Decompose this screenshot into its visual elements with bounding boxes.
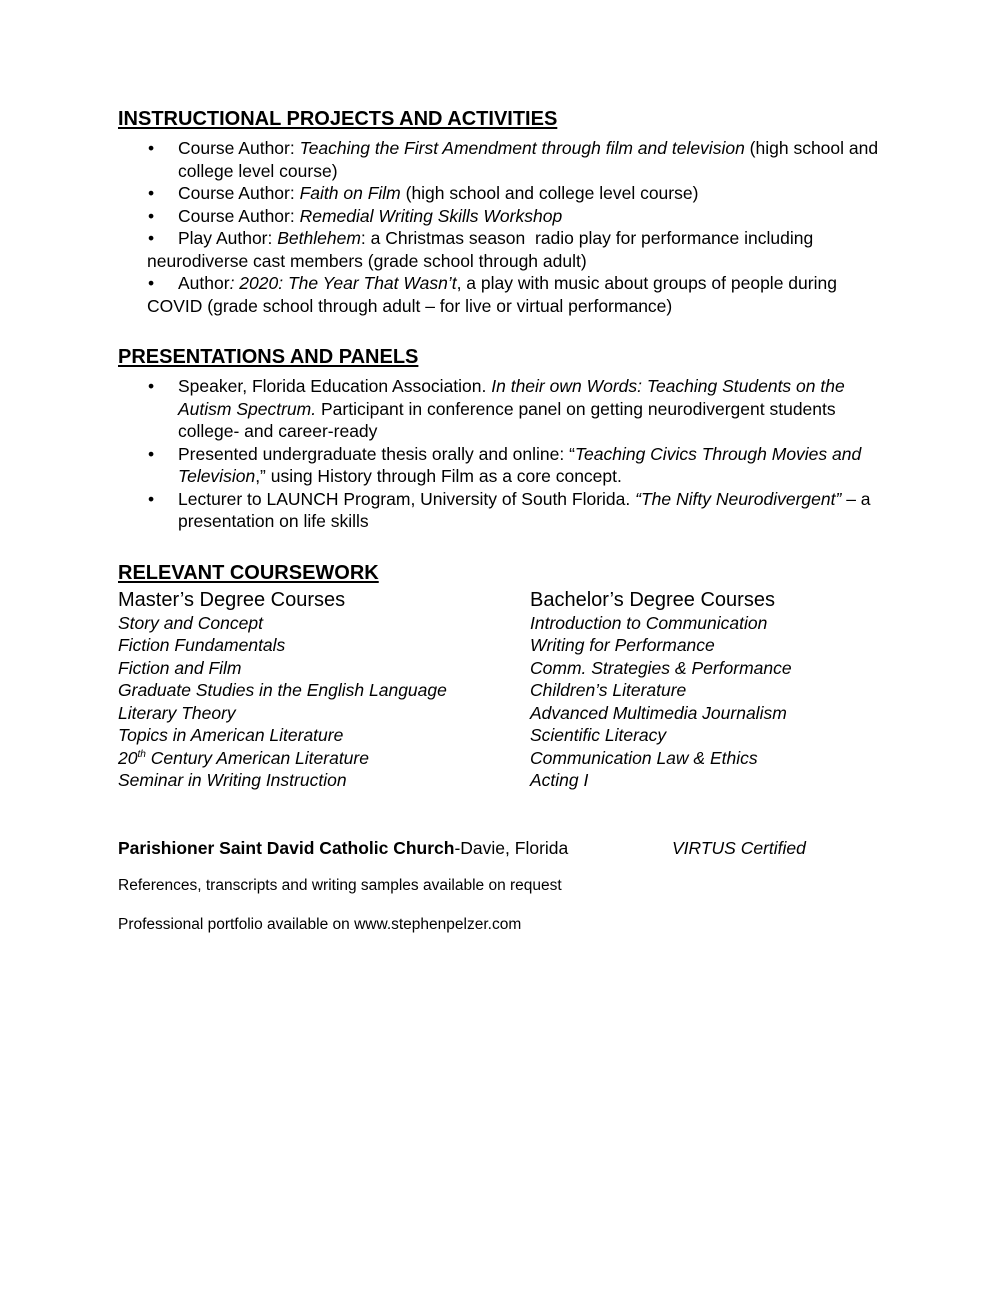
course-item: Story and Concept <box>118 612 263 633</box>
footer <box>118 837 892 935</box>
bachelors-column-header: Bachelor’s Degree Courses <box>530 588 775 611</box>
bullet-item <box>118 443 892 488</box>
bullet-item <box>118 488 892 533</box>
bachelors-courses-column <box>530 588 892 792</box>
section-relevant-coursework <box>118 562 892 792</box>
references-note: References, transcripts and writing samples available on request <box>118 877 562 894</box>
course-text: Century American Literature <box>145 747 369 768</box>
course-item: Communication Law & Ethics <box>530 747 758 768</box>
course-item: Topics in American Literature <box>118 725 344 745</box>
portfolio-note: Professional portfolio available on www.stephenpelzer.com <box>118 916 522 933</box>
bullet-text: Play Author: Bethlehem: a Christmas season radio play for performance including neurodiverse cast members (grade school through adult) <box>147 228 819 271</box>
section-title-instructional-projects: INSTRUCTIONAL PROJECTS AND ACTIVITIES <box>118 108 558 130</box>
masters-column-header: Master’s Degree Courses <box>118 588 346 611</box>
virtus-certified-label: VIRTUS Certified <box>672 837 806 858</box>
section-title-relevant-coursework: RELEVANT COURSEWORK <box>118 561 379 584</box>
bullet-icon: • <box>148 228 155 248</box>
bullet-icon: • <box>148 376 155 396</box>
course-item: Acting I <box>530 770 589 790</box>
bullet-icon: • <box>148 488 155 509</box>
ordinal-superscript: th <box>137 748 146 760</box>
presentations-bullet-list <box>118 375 892 533</box>
bullet-icon: • <box>148 273 155 293</box>
coursework-columns <box>118 588 892 792</box>
bullet-icon: • <box>148 443 155 464</box>
bullet-icon: • <box>148 205 155 226</box>
bullet-item <box>118 182 892 205</box>
course-item: Scientific Literacy <box>530 725 667 745</box>
course-item: Children’s Literature <box>530 680 687 700</box>
parishioner-location: -Davie, Florida <box>454 837 569 858</box>
bullet-text: Author: 2020: The Year That Wasn’t, a play with music about groups of people during COVID (grade school through adult – for live or virtual performance) <box>147 273 842 316</box>
course-text: 20 <box>118 747 138 768</box>
course-item: Introduction to Communication <box>530 612 768 633</box>
bullet-text: Speaker, Florida Education Association. In their own Words: Teaching Students on the Autism Spectrum. Participant in conference panel on getting neurodivergent students college- and career-ready <box>178 376 849 441</box>
section-instructional-projects <box>118 108 892 317</box>
parishioner-line <box>118 837 892 860</box>
bullet-item <box>118 272 892 317</box>
bullet-text: Course Author: Remedial Writing Skills Workshop <box>178 205 563 226</box>
bullet-text: Presented undergraduate thesis orally and online: “Teaching Civics Through Movies and Television,” using History through Film as a core concept. <box>178 443 867 486</box>
course-item: Fiction and Film <box>118 657 242 678</box>
instructional-bullet-list <box>118 137 892 317</box>
section-title-presentations-panels: PRESENTATIONS AND PANELS <box>118 346 419 368</box>
section-presentations-panels <box>118 346 892 533</box>
bullet-item <box>118 205 892 228</box>
course-item: Seminar in Writing Instruction <box>118 770 347 790</box>
bullet-item <box>118 375 892 443</box>
course-item: Advanced Multimedia Journalism <box>530 702 787 723</box>
bullet-text: Course Author: Faith on Film (high school and college level course) <box>178 183 699 203</box>
course-item: Fiction Fundamentals <box>118 635 286 655</box>
course-item <box>118 747 530 770</box>
bullet-icon: • <box>148 183 155 203</box>
masters-courses-column <box>118 588 530 792</box>
bullet-icon: • <box>148 138 155 158</box>
course-item: Graduate Studies in the English Language <box>118 680 447 700</box>
parishioner-church-bold: Parishioner Saint David Catholic Church <box>118 837 455 858</box>
bullet-item <box>118 137 892 182</box>
bullet-text: Lecturer to LAUNCH Program, University of South Florida. “The Nifty Neurodivergent” – a presentation on life skills <box>178 488 876 531</box>
course-item: Comm. Strategies & Performance <box>530 657 792 678</box>
course-item: Literary Theory <box>118 702 236 723</box>
bullet-text: Course Author: Teaching the First Amendment through film and television (high school and college level course) <box>178 138 883 181</box>
course-item: Writing for Performance <box>530 635 715 655</box>
bullet-item <box>118 227 892 272</box>
